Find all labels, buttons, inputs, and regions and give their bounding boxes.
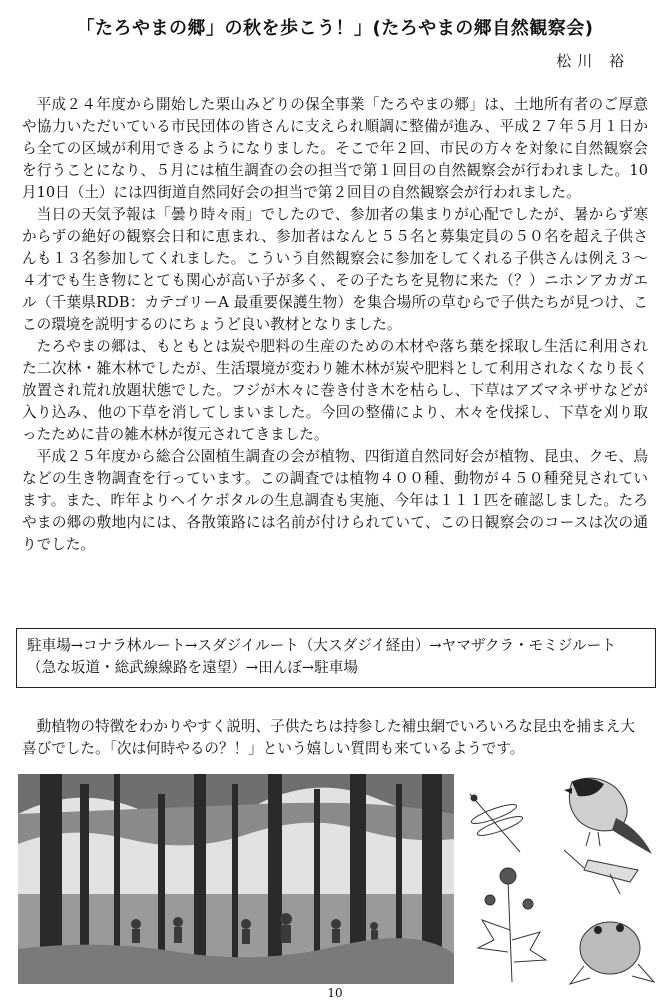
paragraph: 当日の天気予報は「曇り時々雨」でしたので、参加者の集まりが心配でしたが、暑からず寒からずの絶好の観察会日和に恵まれ、参加者はなんと５５名と募集定員の５０名を超え子供さんも１３名参加してくれました。こういう自然観察会に参加をしてくれる子供さんは例え３〜４才でも生き物にとても関心が高い子が多く、その子たちを見物に来た（？）ニホンアカガエル（千葉県RDB：カテゴリーA 最重要保護生物）を集合場所の草むらで子供たちが見つけ、ここの環境を説明するのにちょうど良い教材となりました。	[22, 206, 648, 333]
paragraph: たろやまの郷は、もともとは炭や肥料の生産のための木材や落ち葉を採取し生活に利用された二次林・雑木林でしたが、生活環境が変わり雑木林が炭や肥料として利用されなくなり長く放置され荒れ放題状態でした。フジが木々に巻き付き木を枯らし、下草はアズマネザサなどが入り込み、他の下草を消してしまいました。今回の整備により、木々を伐採し、下草を刈り取ったために昔の雑木林が復元されてきました。	[22, 338, 648, 443]
dragonfly-sketch	[470, 794, 525, 852]
route-box: 駐車場→コナラ林ルート→スダジイルート（大スダジイ経由）→ヤマザクラ・モミジルート（急な坂道・総武線線路を遠望）→田んぼ→駐車場	[16, 628, 656, 688]
paragraph: 平成２５年度から総合公園植生調査の会が植物、四街道自然同好会が植物、昆虫、クモ、鳥などの生き物調査を行っています。この調査では植物４００種、動物が４５０種発見されています。また、昨年よりヘイケボタルの生息調査も実施、今年は１１１匹を確認しました。たろやまの郷の敷地内には、各散策路には名前が付けられていて、この日観察会のコースは次の通りでした。	[22, 448, 648, 553]
grasshopper-sketch	[564, 850, 638, 894]
author-name: 松川 裕	[556, 52, 630, 70]
bird-sketch	[564, 778, 652, 854]
flower-sketch	[478, 868, 546, 982]
closing-paragraph: 動植物の特徴をわかりやすく説明、子供たちは持参した補虫網でいろいろな昆虫を捕まえ大喜びでした。「次は何時やるの？！」という嬉しい質問も来ているようです。	[22, 718, 635, 757]
wildlife-sketches	[460, 770, 656, 994]
paragraph: 平成２４年度から開始した栗山みどりの保全事業「たろやまの郷」は、土地所有者のご厚意や協力いただいている市民団体の皆さんに支えられ順調に整備が進み、平成２７年５月１日から全ての区域が利用できるようになりました。そこで年２回、市民の方々を対象に自然観察会を行うことになり、５月には植生調査の会の担当で第１回目の自然観察会が行われました。10月10日（土）には四街道自然同好会の担当で第２回目の自然観察会が行われました。	[22, 96, 648, 201]
forest-walk-photo	[18, 774, 454, 984]
page-number: 10	[327, 986, 343, 1000]
article-body	[22, 94, 648, 556]
closing-section	[22, 716, 648, 760]
frog-sketch	[570, 922, 654, 984]
article-title: 「たろやまの郷」の秋を歩こう！」(たろやまの郷自然観察会)	[76, 18, 594, 39]
